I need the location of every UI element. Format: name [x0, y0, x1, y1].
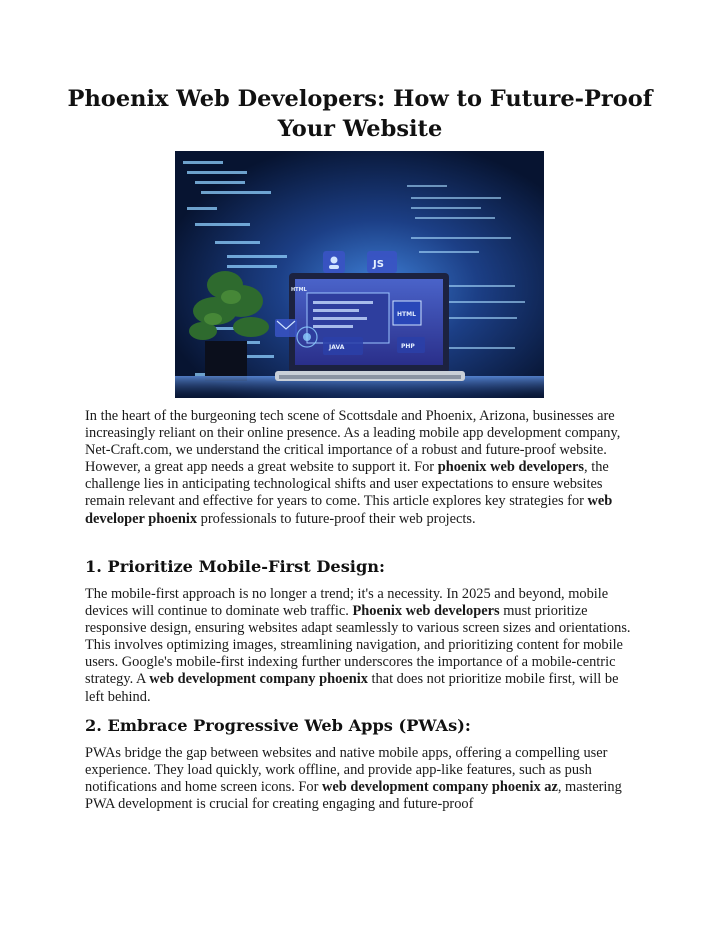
section-1-text-2: must prioritize responsive design, ensuring websites adapt seamlessly to various screen sizes and orientations. This involves optimizing images, streamlining navigation, and prioritizing content for mobile users. Google's mobile-first indexing further underscores the importance of a mobile-centric strategy. A	[85, 603, 631, 688]
section-2-paragraph	[85, 745, 641, 813]
page-title: Phoenix Web Developers: How to Future-Proof Your Website	[67, 86, 653, 142]
hero-label-js: JS	[373, 259, 384, 270]
intro-paragraph	[85, 408, 641, 528]
section-2-text-2: , mastering PWA development is crucial for creating engaging and future-proof	[85, 779, 622, 813]
intro-keyword-1: phoenix web developers	[437, 459, 584, 476]
intro-keyword-2: web developer phoenix	[85, 493, 613, 527]
section-1-keyword-1: Phoenix web developers	[352, 603, 500, 620]
intro-text-3: professionals to future-proof their web projects.	[197, 510, 476, 527]
section-1-keyword-2: web development company phoenix	[149, 671, 368, 688]
section-2-text-1: PWAs bridge the gap between websites and native mobile apps, offering a compelling user experience. They load quickly, work offline, and provide app-like features, such as push notifications and home screen icons. For	[85, 745, 608, 796]
hero-label-php: PHP	[401, 343, 415, 350]
section-2-keyword-1: web development company phoenix az	[322, 779, 558, 796]
section-1-text-3: that does not prioritize mobile first, will be left behind.	[85, 671, 619, 705]
section-1-heading: 1. Prioritize Mobile-First Design:	[85, 557, 386, 576]
laptop-code-illustration	[175, 151, 544, 398]
section-1-text-1: The mobile-first approach is no longer a trend; it's a necessity. In 2025 and beyond, mobile devices will continue to dominate web traffic.	[85, 586, 609, 620]
section-1-paragraph	[85, 586, 641, 706]
hero-label-html-left: HTML	[291, 287, 307, 293]
hero-label-html-box: HTML	[397, 311, 416, 318]
hero-label-java: JAVA	[329, 344, 345, 351]
section-2-heading: 2. Embrace Progressive Web Apps (PWAs):	[85, 716, 471, 735]
hero-image	[175, 151, 544, 398]
intro-text-2: , the challenge lies in anticipating technological shifts and user expectations to ensure websites remain relevant and effective for years to come. This article explores key strategies for	[85, 459, 609, 510]
intro-text-1: In the heart of the burgeoning tech scene of Scottsdale and Phoenix, Arizona, businesses are increasingly reliant on their online presence. As a leading mobile app development company, Net-Craft.com, we understand the critical importance of a robust and future-proof website. However, a great app needs a great website to support it. For	[85, 408, 621, 476]
